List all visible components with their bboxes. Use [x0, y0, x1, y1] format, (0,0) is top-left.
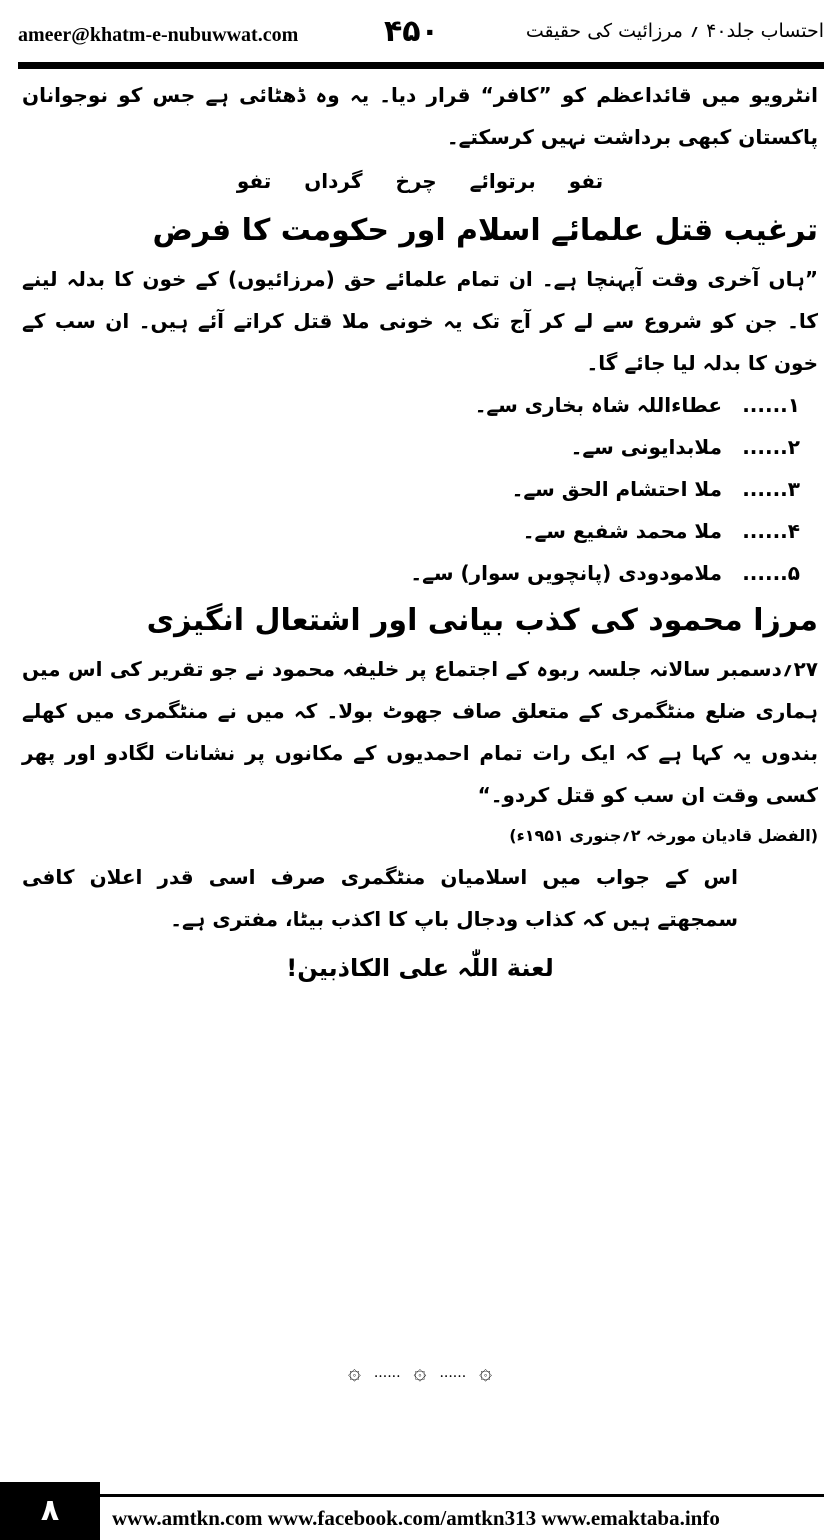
closing-line: لعنة اللّٰہ علی الکاذبین! — [286, 954, 554, 982]
list-item — [22, 426, 800, 468]
quote-paragraph: ”ہاں آخری وقت آپہنچا ہے۔ ان تمام علمائے حق (مرزائیوں) کے خون کا بدلہ لینے کا۔ جن کو شروع سے لے کر آج تک یہ خونی ملا قتل کراتے آئے ہیں۔ ان سب کے خون کا بدلہ لیا جائے گا۔ — [22, 267, 818, 375]
footer-rule — [100, 1494, 824, 1497]
ornament-icon: ۞ — [479, 1360, 493, 1385]
list-item — [22, 510, 800, 552]
ornament-icon: ۞ — [413, 1360, 427, 1385]
header-email: ameer@khatm-e-nubuwwat.com — [18, 24, 299, 46]
list-item — [22, 384, 800, 426]
page-body — [22, 74, 818, 996]
verse-line: تفو برتوائے چرخ گرداں تفو — [236, 169, 604, 193]
sheet-number: ۸ — [40, 1493, 60, 1528]
list-number: ۵...... — [742, 561, 800, 585]
sheet-number-box — [0, 1482, 100, 1540]
list-text: ملا احتشام الحق سے۔ — [511, 477, 722, 501]
ornament-dots: ...... — [439, 1365, 467, 1381]
list-text: ملا محمد شفیع سے۔ — [522, 519, 722, 543]
page-number: ۴۵۰ — [384, 14, 439, 49]
running-title: احتساب جلد۴۰ ؍ مرزائیت کی حقیقت — [525, 20, 824, 42]
list-text: عطاءاللہ شاہ بخاری سے۔ — [474, 393, 722, 417]
list-item — [22, 468, 800, 510]
ornament-icon: ۞ — [347, 1360, 361, 1385]
footer-links: www.amtkn.com www.facebook.com/amtkn313 www.emaktaba.info — [112, 1506, 720, 1530]
list-item — [22, 552, 800, 594]
speech-paragraph: ۲۷؍دسمبر سالانہ جلسہ ربوہ کے اجتماع پر خلیفہ محمود نے جو تقریر کی اس میں ہماری ضلع منٹگمری کے متعلق صاف جھوٹ بولا۔ کہ میں نے منٹگمری میں کھلے بندوں یہ کہا ہے کہ ایک رات تمام احمدیوں کے مکانوں پر نشانات لگادو اور پھر کسی وقت ان سب کو قتل کردو۔“ — [22, 657, 818, 807]
header-rule — [18, 62, 824, 69]
intro-paragraph: انٹرویو میں قائداعظم کو ”کافر“ قرار دیا۔ یہ وہ ڈھٹائی ہے جس کو نوجوانان پاکستان کبھی برداشت نہیں کرسکتے۔ — [22, 83, 818, 149]
ornament-divider — [0, 1360, 840, 1385]
response-paragraph: اس کے جواب میں اسلامیان منٹگمری صرف اسی قدر اعلان کافی سمجھتے ہیں کہ کذاب ودجال باپ کا اکذب بیٹا، مفتری ہے۔ — [22, 865, 738, 931]
list-number: ۲...... — [742, 435, 800, 459]
list-number: ۱...... — [742, 393, 800, 417]
list-number: ۳...... — [742, 477, 800, 501]
section-heading-2: مرزا محمود کی کذب بیانی اور اشتعال انگیزی — [146, 603, 818, 638]
list-text: ملابدایونی سے۔ — [570, 435, 722, 459]
list-text: ملامودودی (پانچویں سوار) سے۔ — [410, 561, 722, 585]
list-number: ۴...... — [742, 519, 800, 543]
ornament-dots: ...... — [373, 1365, 401, 1381]
citation: (الفضل قادیان مورخہ ۲؍جنوری ۱۹۵۱ء) — [509, 826, 818, 845]
page-header — [18, 14, 824, 54]
names-list — [22, 384, 818, 594]
section-heading-1: ترغیب قتل علمائے اسلام اور حکومت کا فرض — [152, 213, 818, 248]
